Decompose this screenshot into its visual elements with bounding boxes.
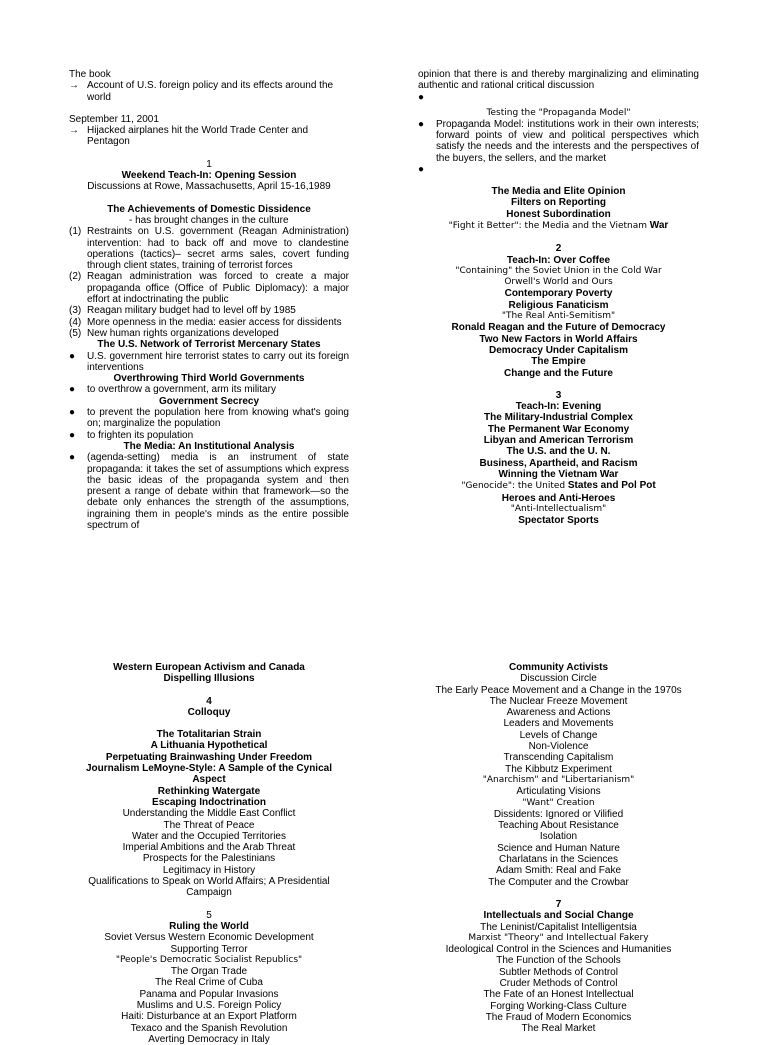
list-item: Journalism LeMoyne-Style: A Sample of the Cynical Aspect [86, 763, 332, 786]
chapter-7-number: 7 [555, 898, 562, 910]
list-item: The Kibbutz Experiment [505, 763, 612, 775]
list-item: Change and the Future [504, 367, 613, 379]
section-heading: Dispelling Illusions [163, 673, 255, 685]
chapter-4-number: 4 [206, 695, 212, 707]
list-item: "Containing" the Soviet Union in the Cold War [455, 265, 662, 276]
chapter-2-title: Teach-In: Over Coffee [506, 254, 611, 266]
list-item: The Organ Trade [170, 966, 248, 978]
book-label: The book [69, 69, 111, 80]
list-item: Perpetuating Brainwashing Under Freedom [105, 751, 313, 763]
section-heading: The U.S. Network of Terrorist Mercenary States [97, 339, 321, 351]
list-item: The Leninist/Capitalist Intelligentsia [480, 921, 637, 933]
numbered-item: (5) New human rights organizations developed [69, 327, 279, 339]
bullet-icon: ● [69, 429, 76, 441]
list-item: Libyan and American Terrorism [483, 435, 634, 447]
list-item: Water and the Occupied Territories [132, 830, 286, 842]
section-heading: The Media: An Institutional Analysis [123, 440, 295, 452]
section-subnote: - has brought changes in the culture [129, 214, 289, 226]
bullet-icon: ● [418, 164, 425, 176]
bullet-item [418, 92, 699, 103]
bullet-icon: ● [69, 452, 76, 464]
list-item: Business, Apartheid, and Racism [479, 457, 638, 469]
chapter-7-list [418, 922, 699, 1035]
list-item: The Threat of Peace [163, 819, 255, 831]
list-item: Haiti: Disturbance at an Export Platform [121, 1011, 297, 1023]
list-item: Levels of Change [519, 729, 598, 741]
section-heading: Community Activists [508, 662, 609, 673]
list-item: Leaders and Movements [503, 718, 614, 730]
list-item: The Fraud of Modern Economics [485, 1011, 632, 1023]
book-description [69, 80, 349, 103]
list-item: The Fate of an Honest Intellectual [483, 989, 634, 1001]
numbered-list [69, 226, 349, 339]
list-item: Supporting Terror [170, 943, 248, 955]
list-item: Transcending Capitalism [503, 752, 614, 764]
list-item: Texaco and the Spanish Revolution [130, 1022, 288, 1034]
list-item: Non-Violence [528, 741, 589, 753]
list-item: Averting Democracy in Italy [148, 1033, 270, 1045]
numbered-item: (2) Reagan administration was forced to create a major propaganda office (Office of Public Diplomacy): a major effort at indoctrinating the public [69, 271, 349, 306]
list-item: Panama and Popular Invasions [139, 988, 279, 1000]
numbered-item: (3) Reagan military budget had to level off by 1985 [69, 305, 296, 317]
arrow-icon: → [69, 125, 79, 137]
chapter-7-title: Intellectuals and Social Change [483, 910, 634, 922]
arrow-icon: → [69, 80, 79, 92]
list-item: Understanding the Middle East Conflict [122, 808, 296, 820]
bullet-item: ● U.S. government hire terrorist states to carry out its foreign interventions [69, 350, 349, 373]
top-right-column [418, 69, 699, 526]
bottom-right-column [418, 662, 699, 1035]
list-item: Adam Smith: Real and Fake [495, 865, 622, 877]
bullet-icon: ● [418, 118, 425, 130]
list-item: Winning the Vietnam War [498, 468, 619, 480]
list-item: Spectator Sports [518, 515, 599, 527]
book-description-text: Account of U.S. foreign policy and its effects around the world [87, 80, 334, 103]
list-item: Awareness and Actions [506, 707, 611, 719]
bullet-item: ● to overthrow a government, arm its military [69, 384, 276, 396]
date-description [69, 125, 349, 148]
numbered-item: (4) More openness in the media: easier access for dissidents [69, 316, 342, 328]
list-item: Legitimacy in History [162, 864, 256, 876]
list-item: The Nuclear Freeze Movement [489, 695, 628, 707]
community-list [418, 673, 699, 888]
chapter-5-title: Ruling the World [169, 920, 249, 932]
list-item: Discussion Circle [520, 673, 597, 685]
list-item: Honest Subordination [506, 208, 611, 220]
bullet-item [418, 164, 699, 175]
list-item: Science and Human Nature [497, 842, 620, 854]
list-item: Contemporary Poverty [504, 288, 613, 300]
chapter-2-number: 2 [555, 243, 562, 255]
chapter-1-number: 1 [206, 158, 212, 170]
section-heading: The Achievements of Domestic Dissidence [107, 203, 311, 215]
chapter-1-subtitle: Discussions at Rowe, Massachusetts, April 15-16,1989 [87, 181, 331, 193]
list-item: Dissidents: Ignored or Vilified [493, 808, 624, 820]
list-item: The Permanent War Economy [487, 423, 630, 435]
section-heading: Testing the "Propaganda Model" [486, 107, 631, 118]
section-heading: Western European Activism and Canada [113, 662, 305, 673]
list-item: Orwell's World and Ours [504, 277, 613, 288]
list-item: Qualifications to Speak on World Affairs; A Presidential Campaign [88, 876, 330, 899]
list-item: The Computer and the Crowbar [488, 876, 629, 888]
chapter-3-title: Teach-In: Evening [515, 401, 602, 413]
date-label: September 11, 2001 [69, 113, 159, 125]
list-item: Rethinking Watergate [157, 785, 261, 797]
list-item: "People's Democratic Socialist Republics" [115, 954, 303, 965]
list-item: Heroes and Anti-Heroes [501, 492, 616, 504]
list-item: "The Real Anti-Semitism" [501, 311, 616, 322]
list-item: Cruder Methods of Control [499, 978, 618, 990]
chapter-5-number: 5 [206, 909, 212, 921]
list-item: A Lithuania Hypothetical [150, 740, 268, 752]
continued-text: opinion that there is and thereby marginalizing and eliminating authentic and rational critical discussion [418, 69, 699, 92]
list-item: The Early Peace Movement and a Change in the 1970s [435, 684, 682, 696]
bullet-icon: ● [69, 384, 76, 396]
list-item: Prospects for the Palestinians [142, 853, 276, 865]
list-item: Charlatans in the Sciences [499, 854, 618, 866]
list-item: The Function of the Schools [496, 955, 621, 967]
list-item: "Genocide": the United States and Pol Pot [461, 480, 656, 492]
section-heading: Overthrowing Third World Governments [113, 373, 305, 385]
list-item: Ronald Reagan and the Future of Democracy [451, 322, 666, 334]
bullet-item: ● to prevent the population here from knowing what's going on; marginalize the population [69, 407, 349, 430]
list-item: Imperial Ambitions and the Arab Threat [122, 842, 296, 854]
list-item: The Media and Elite Opinion [491, 186, 626, 198]
list-item: Isolation [539, 831, 578, 843]
list-item: The U.S. and the U. N. [506, 446, 611, 458]
list-item: "Fight it Better": the Media and the Vietnam War [448, 219, 669, 231]
list-item: The Military-Industrial Complex [484, 412, 633, 424]
list-item: Marxist "Theory" and Intellectual Fakery [468, 932, 649, 943]
list-item: The Totalitarian Strain [156, 729, 262, 741]
top-left-column [69, 69, 349, 531]
bullet-icon: ● [418, 91, 425, 103]
numbered-item: (1) Restraints on U.S. government (Reagan Administration) intervention: had to back off and move to clandestine operations (tactics)– secret arms sales, covert funding through client states, training of terrorist forces [69, 226, 349, 272]
list-item: Religious Fanaticism [508, 299, 609, 311]
list-item: "Want" Creation [522, 797, 595, 808]
bullet-item: ● (agenda-setting) media is an instrument of state propaganda: it takes the set of assumptions which express the basic ideas of the propaganda system and then present a range of debate within that framework—so the debate only enhances the strength of the assumptions, ingraining them in people's minds as the entire possible spectrum of [69, 452, 349, 531]
list-item: The Empire [531, 356, 586, 368]
bullet-item: ● Propaganda Model: institutions work in their own interests; forward points of view and political perspectives which satisfy the needs and the interests and the perspectives of the buyers, the sellers, and the market [418, 118, 699, 164]
list-item: Democracy Under Capitalism [489, 344, 628, 356]
list-item: The Real Market [521, 1023, 596, 1035]
chapter-5-list [69, 932, 349, 1045]
list-item: The Real Crime of Cuba [155, 977, 263, 989]
section-heading: Government Secrecy [158, 395, 260, 407]
list-item: Muslims and U.S. Foreign Policy [136, 1000, 282, 1012]
list-item: Soviet Versus Western Economic Development [104, 932, 314, 944]
list-item: Subtler Methods of Control [499, 966, 618, 978]
date-description-text: Hijacked airplanes hit the World Trade Center and Pentagon [87, 125, 309, 148]
list-item: "Anti-Intellectualism" [510, 503, 607, 514]
list-item: Escaping Indoctrination [152, 796, 266, 808]
chapter-3-number: 3 [555, 389, 562, 401]
list-item: Ideological Control in the Sciences and Humanities [445, 944, 672, 956]
chapter-1-title: Weekend Teach-In: Opening Session [121, 170, 297, 182]
bullet-item: ● to frighten its population [69, 429, 194, 441]
list-item: "Anarchism" and "Libertarianism" [482, 774, 635, 785]
bottom-left-column [69, 662, 349, 1045]
list-item: Teaching About Resistance [498, 820, 619, 832]
list-item: Two New Factors in World Affairs [479, 333, 638, 345]
chapter-2-list [418, 266, 699, 379]
list-item: Forging Working-Class Culture [490, 1000, 627, 1012]
list-item: Filters on Reporting [511, 197, 606, 209]
list-item: Articulating Visions [516, 786, 601, 798]
bullet-icon: ● [69, 407, 76, 419]
bullet-icon: ● [69, 350, 76, 362]
chapter-4-title: Colloquy [187, 706, 231, 718]
